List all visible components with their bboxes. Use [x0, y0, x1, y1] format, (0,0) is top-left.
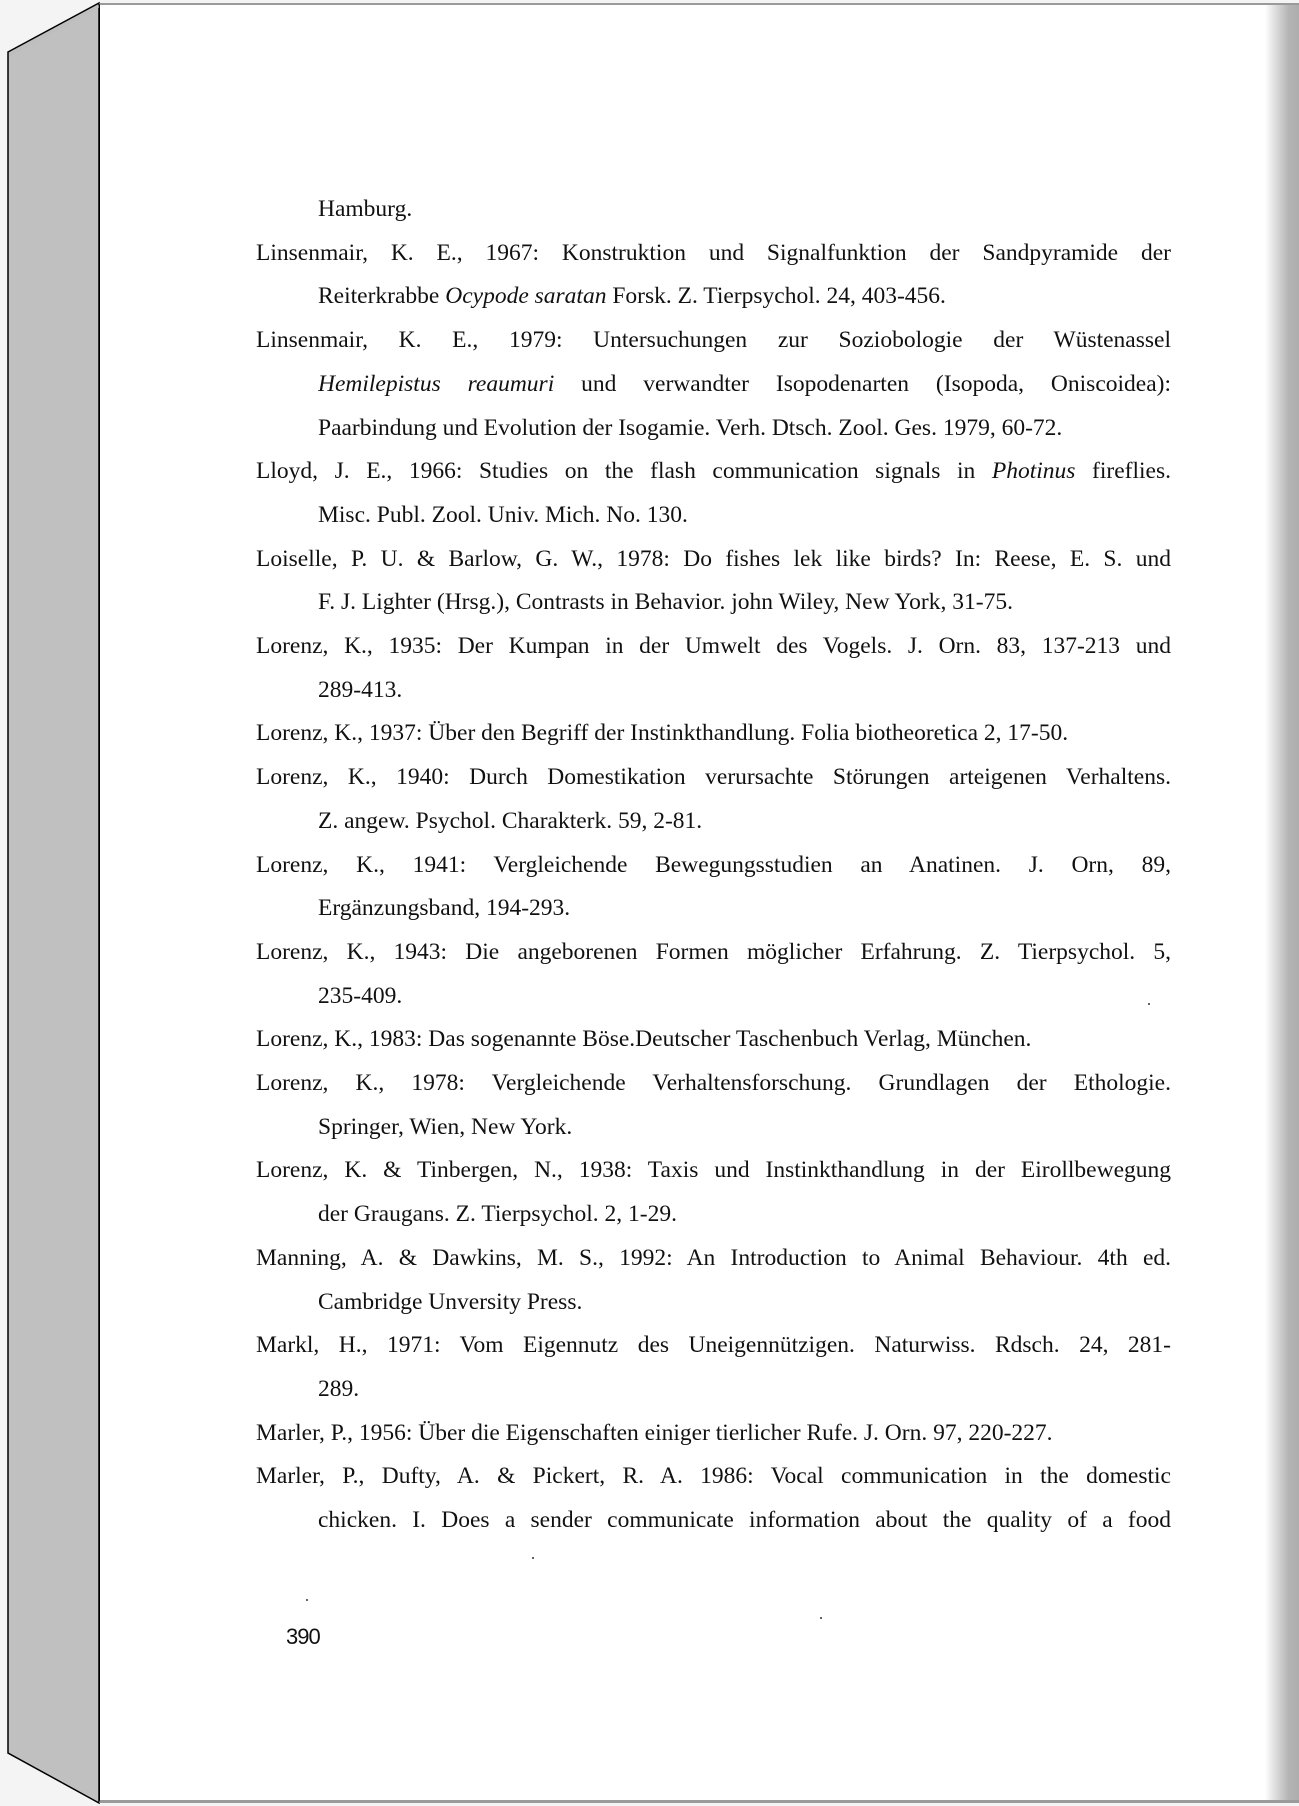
reference-first-line: Lorenz, K., 1940: Durch Domestikation verursachte Störungen arteigenen Verhaltens. [256, 764, 1171, 791]
reference-first-line: Linsenmair, K. E., 1979: Untersuchungen zur Soziobologie der Wüstenassel [256, 327, 1171, 354]
citation-text: Forsk. Z. Tierpsychol. 24, 403-456. [606, 283, 946, 310]
species-name: Photinus [991, 458, 1076, 485]
reference-continuation-line: Springer, Wien, New York. [318, 1113, 573, 1140]
reference-first-line: Lorenz, K. & Tinbergen, N., 1938: Taxis und Instinkthandlung in der Eirollbewegung [256, 1157, 1171, 1184]
reference-continuation-line: Cambridge Unversity Press. [318, 1288, 583, 1315]
reference-first-line: Manning, A. & Dawkins, M. S., 1992: An Introduction to Animal Behaviour. 4th ed. [256, 1244, 1171, 1271]
page-number: 390 [286, 1624, 320, 1649]
reference-first-line: Lorenz, K., 1983: Das sogenannte Böse.Deutscher Taschenbuch Verlag, München. [256, 1026, 1032, 1053]
reference-first-line: Lorenz, K., 1935: Der Kumpan in der Umwelt des Vogels. J. Orn. 83, 137-213 und [256, 633, 1171, 659]
species-name: Hemilepistus reaumuri [318, 370, 555, 397]
citation-text: Reiterkrabbe [318, 283, 446, 310]
reference-continuation-line: der Graugans. Z. Tierpsychol. 2, 1-29. [318, 1201, 677, 1228]
reference-continuation-line: 289. [318, 1375, 360, 1402]
reference-first-line: Lorenz, K., 1937: Über den Begriff der Instinkthandlung. Folia biotheoretica 2, 17-50. [256, 720, 1069, 747]
reference-continuation-line: 235-409. [318, 982, 403, 1009]
reference-first-line: Marler, P., 1956: Über die Eigenschaften einiger tierlicher Rufe. J. Orn. 97, 220-227. [256, 1419, 1053, 1446]
reference-continuation-line [318, 369, 1171, 399]
reference-first-line: Lorenz, K., 1941: Vergleichende Bewegungsstudien an Anatinen. J. Orn, 89, [256, 851, 1171, 878]
reference-continuation-line: Hamburg. [318, 196, 413, 222]
reference-continuation-line: Z. angew. Psychol. Charakterk. 59, 2-81. [318, 807, 703, 834]
reference-continuation-line: Ergänzungsband, 194-293. [318, 895, 571, 922]
citation-text: fireflies. [1075, 458, 1171, 485]
reference-list [100, 5, 1299, 1800]
scan-speck [820, 1617, 822, 1619]
reference-first-line: Marler, P., Dufty, A. & Pickert, R. A. 1986: Vocal communication in the domestic [256, 1463, 1171, 1490]
scan-speck [306, 1599, 308, 1601]
reference-first-line: Markl, H., 1971: Vom Eigennutz des Uneigennützigen. Naturwiss. Rdsch. 24, 281- [256, 1332, 1171, 1359]
species-name: Ocypode saratan [445, 283, 607, 310]
reference-continuation-line: Paarbindung und Evolution der Isogamie. Verh. Dtsch. Zool. Ges. 1979, 60-72. [318, 414, 1063, 441]
reference-first-line: Linsenmair, K. E., 1967: Konstruktion und Signalfunktion der Sandpyramide der [256, 239, 1171, 266]
citation-text: Lloyd, J. E., 1966: Studies on the flash communication signals in [256, 458, 992, 485]
reference-continuation-line [318, 281, 946, 311]
reference-continuation-line: chicken. I. Does a sender communicate information about the quality of a food [318, 1507, 1171, 1533]
reference-continuation-line: F. J. Lighter (Hrsg.), Contrasts in Behavior. john Wiley, New York, 31-75. [318, 589, 1013, 616]
book-page [99, 3, 1299, 1803]
reference-first-line: Lorenz, K., 1943: Die angeborenen Formen möglicher Erfahrung. Z. Tierpsychol. 5, [256, 938, 1171, 965]
reference-first-line: Loiselle, P. U. & Barlow, G. W., 1978: Do fishes lek like birds? In: Reese, E. S. und [256, 545, 1171, 572]
reference-first-line: Lorenz, K., 1978: Vergleichende Verhaltensforschung. Grundlagen der Ethologie. [256, 1070, 1171, 1096]
scan-speck [532, 1557, 534, 1559]
reference-continuation-line: 289-413. [318, 676, 403, 703]
citation-text: und verwandter Isopodenarten (Isopoda, Oniscoidea): [554, 370, 1171, 397]
scan-speck [1148, 1003, 1150, 1005]
reference-first-line [256, 456, 1171, 486]
reference-continuation-line: Misc. Publ. Zool. Univ. Mich. No. 130. [318, 501, 688, 528]
